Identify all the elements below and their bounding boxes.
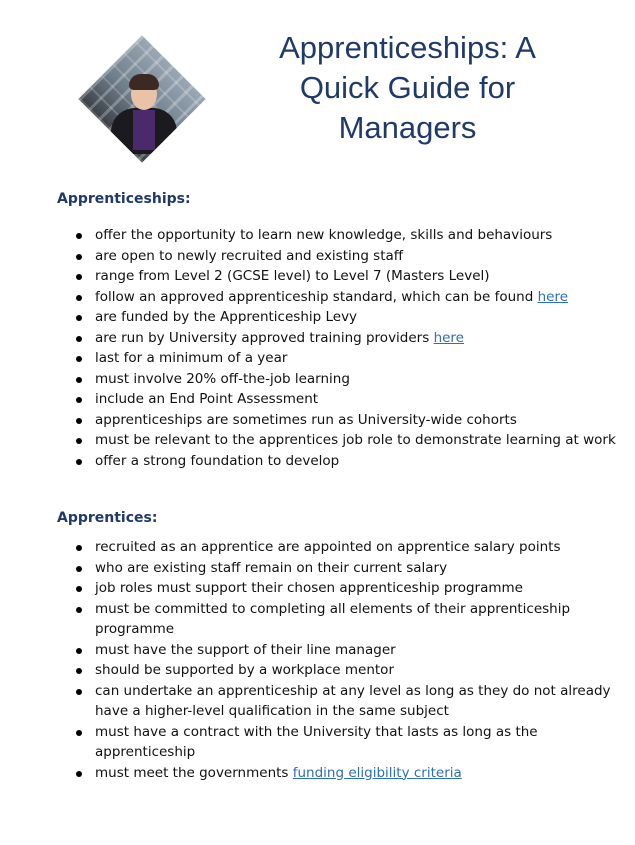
photo-diamond (78, 35, 205, 162)
bullet-icon (76, 377, 82, 383)
page-title (235, 28, 580, 148)
list-item-text: must have a contract with the University that lasts as long as the apprenticeship (95, 723, 538, 760)
list-item-text: include an End Point Assessment (95, 391, 319, 407)
list-item-text: are run by University approved training providers (95, 329, 434, 346)
photo-person-shirt (133, 110, 155, 150)
title-line-2: Quick Guide for (299, 70, 516, 105)
list-item (57, 599, 617, 640)
bullet-icon (76, 607, 82, 613)
list-item (57, 287, 617, 308)
list-item-text: must be committed to completing all elements of their apprenticeship programme (95, 600, 571, 637)
list-item-text: are open to newly recruited and existing staff (95, 247, 404, 264)
list-item-text: must involve 20% off-the-job learning (95, 370, 350, 387)
list-item-text: must have the support of their line manager (95, 641, 396, 658)
bullet-icon (76, 295, 82, 301)
bullet-icon (76, 356, 82, 362)
bullet-icon (76, 771, 82, 777)
list-item-text: follow an approved apprenticeship standard, which can be found (95, 288, 538, 305)
bullet-icon (76, 274, 82, 280)
bullet-icon (76, 689, 82, 695)
list-item (57, 451, 617, 472)
list-item (57, 660, 617, 681)
bullet-icon (76, 336, 82, 342)
list-item (57, 558, 617, 579)
bullet-icon (76, 254, 82, 260)
list-item-link[interactable]: here (433, 329, 464, 346)
list-item (57, 681, 617, 722)
bullet-icon (76, 438, 82, 444)
list-item (57, 348, 617, 369)
list-item-text: are funded by the Apprenticeship Levy (95, 309, 358, 325)
list-item (57, 369, 617, 390)
photo-person-hair (129, 74, 159, 90)
list-item (57, 328, 617, 349)
list-item-text: apprenticeships are sometimes run as University-wide cohorts (95, 411, 517, 428)
bullet-icon (76, 586, 82, 592)
list-item-text: must meet the governments (95, 764, 293, 781)
list-item (57, 389, 617, 410)
bullet-icon (76, 233, 82, 239)
list-item-link[interactable]: funding eligibility criteria (292, 764, 462, 781)
bullet-icon (76, 566, 82, 572)
photo-person (107, 64, 177, 134)
list-item-text: should be supported by a workplace mentor (95, 662, 394, 678)
apprenticeships-heading: Apprenticeships: (57, 191, 191, 207)
apprenticeships-section (57, 191, 617, 471)
list-item (57, 410, 617, 431)
list-item (57, 722, 617, 763)
bullet-icon (76, 668, 82, 674)
list-item (57, 307, 617, 328)
bullet-icon (76, 397, 82, 403)
list-item-text: must be relevant to the apprentices job role to demonstrate learning at work (95, 432, 616, 448)
bullet-icon (76, 315, 82, 321)
list-item (57, 266, 617, 287)
apprentices-heading: Apprentices: (57, 510, 158, 526)
list-item-text: range from Level 2 (GCSE level) to Level 7 (Masters Level) (95, 268, 490, 284)
apprentices-section (57, 510, 617, 783)
apprenticeships-list (57, 225, 617, 471)
list-item-text: offer the opportunity to learn new knowledge, skills and behaviours (95, 227, 553, 243)
list-item-text: job roles must support their chosen apprenticeship programme (95, 580, 523, 596)
list-item-link[interactable]: here (537, 288, 569, 305)
list-item (57, 246, 617, 267)
list-item-text: recruited as an apprentice are appointed on apprentice salary points (95, 539, 561, 555)
title-line-1: Apprenticeships: A (279, 30, 536, 65)
list-item (57, 225, 617, 246)
title-line-3: Managers (338, 110, 477, 145)
apprentices-list (57, 537, 617, 783)
list-item-text: last for a minimum of a year (95, 350, 288, 366)
bullet-icon (76, 459, 82, 465)
bullet-icon (76, 418, 82, 424)
list-item-text: who are existing staff remain on their current salary (95, 559, 448, 576)
bullet-icon (76, 730, 82, 736)
list-item-text: offer a strong foundation to develop (95, 452, 340, 469)
list-item-text: can undertake an apprenticeship at any level as long as they do not already have a higher-level qualification in the same subject (95, 682, 611, 719)
bullet-icon (76, 545, 82, 551)
list-item (57, 537, 617, 558)
profile-photo (78, 35, 206, 163)
list-item (57, 430, 617, 451)
bullet-icon (76, 648, 82, 654)
list-item (57, 578, 617, 599)
list-item (57, 640, 617, 661)
list-item (57, 763, 617, 784)
